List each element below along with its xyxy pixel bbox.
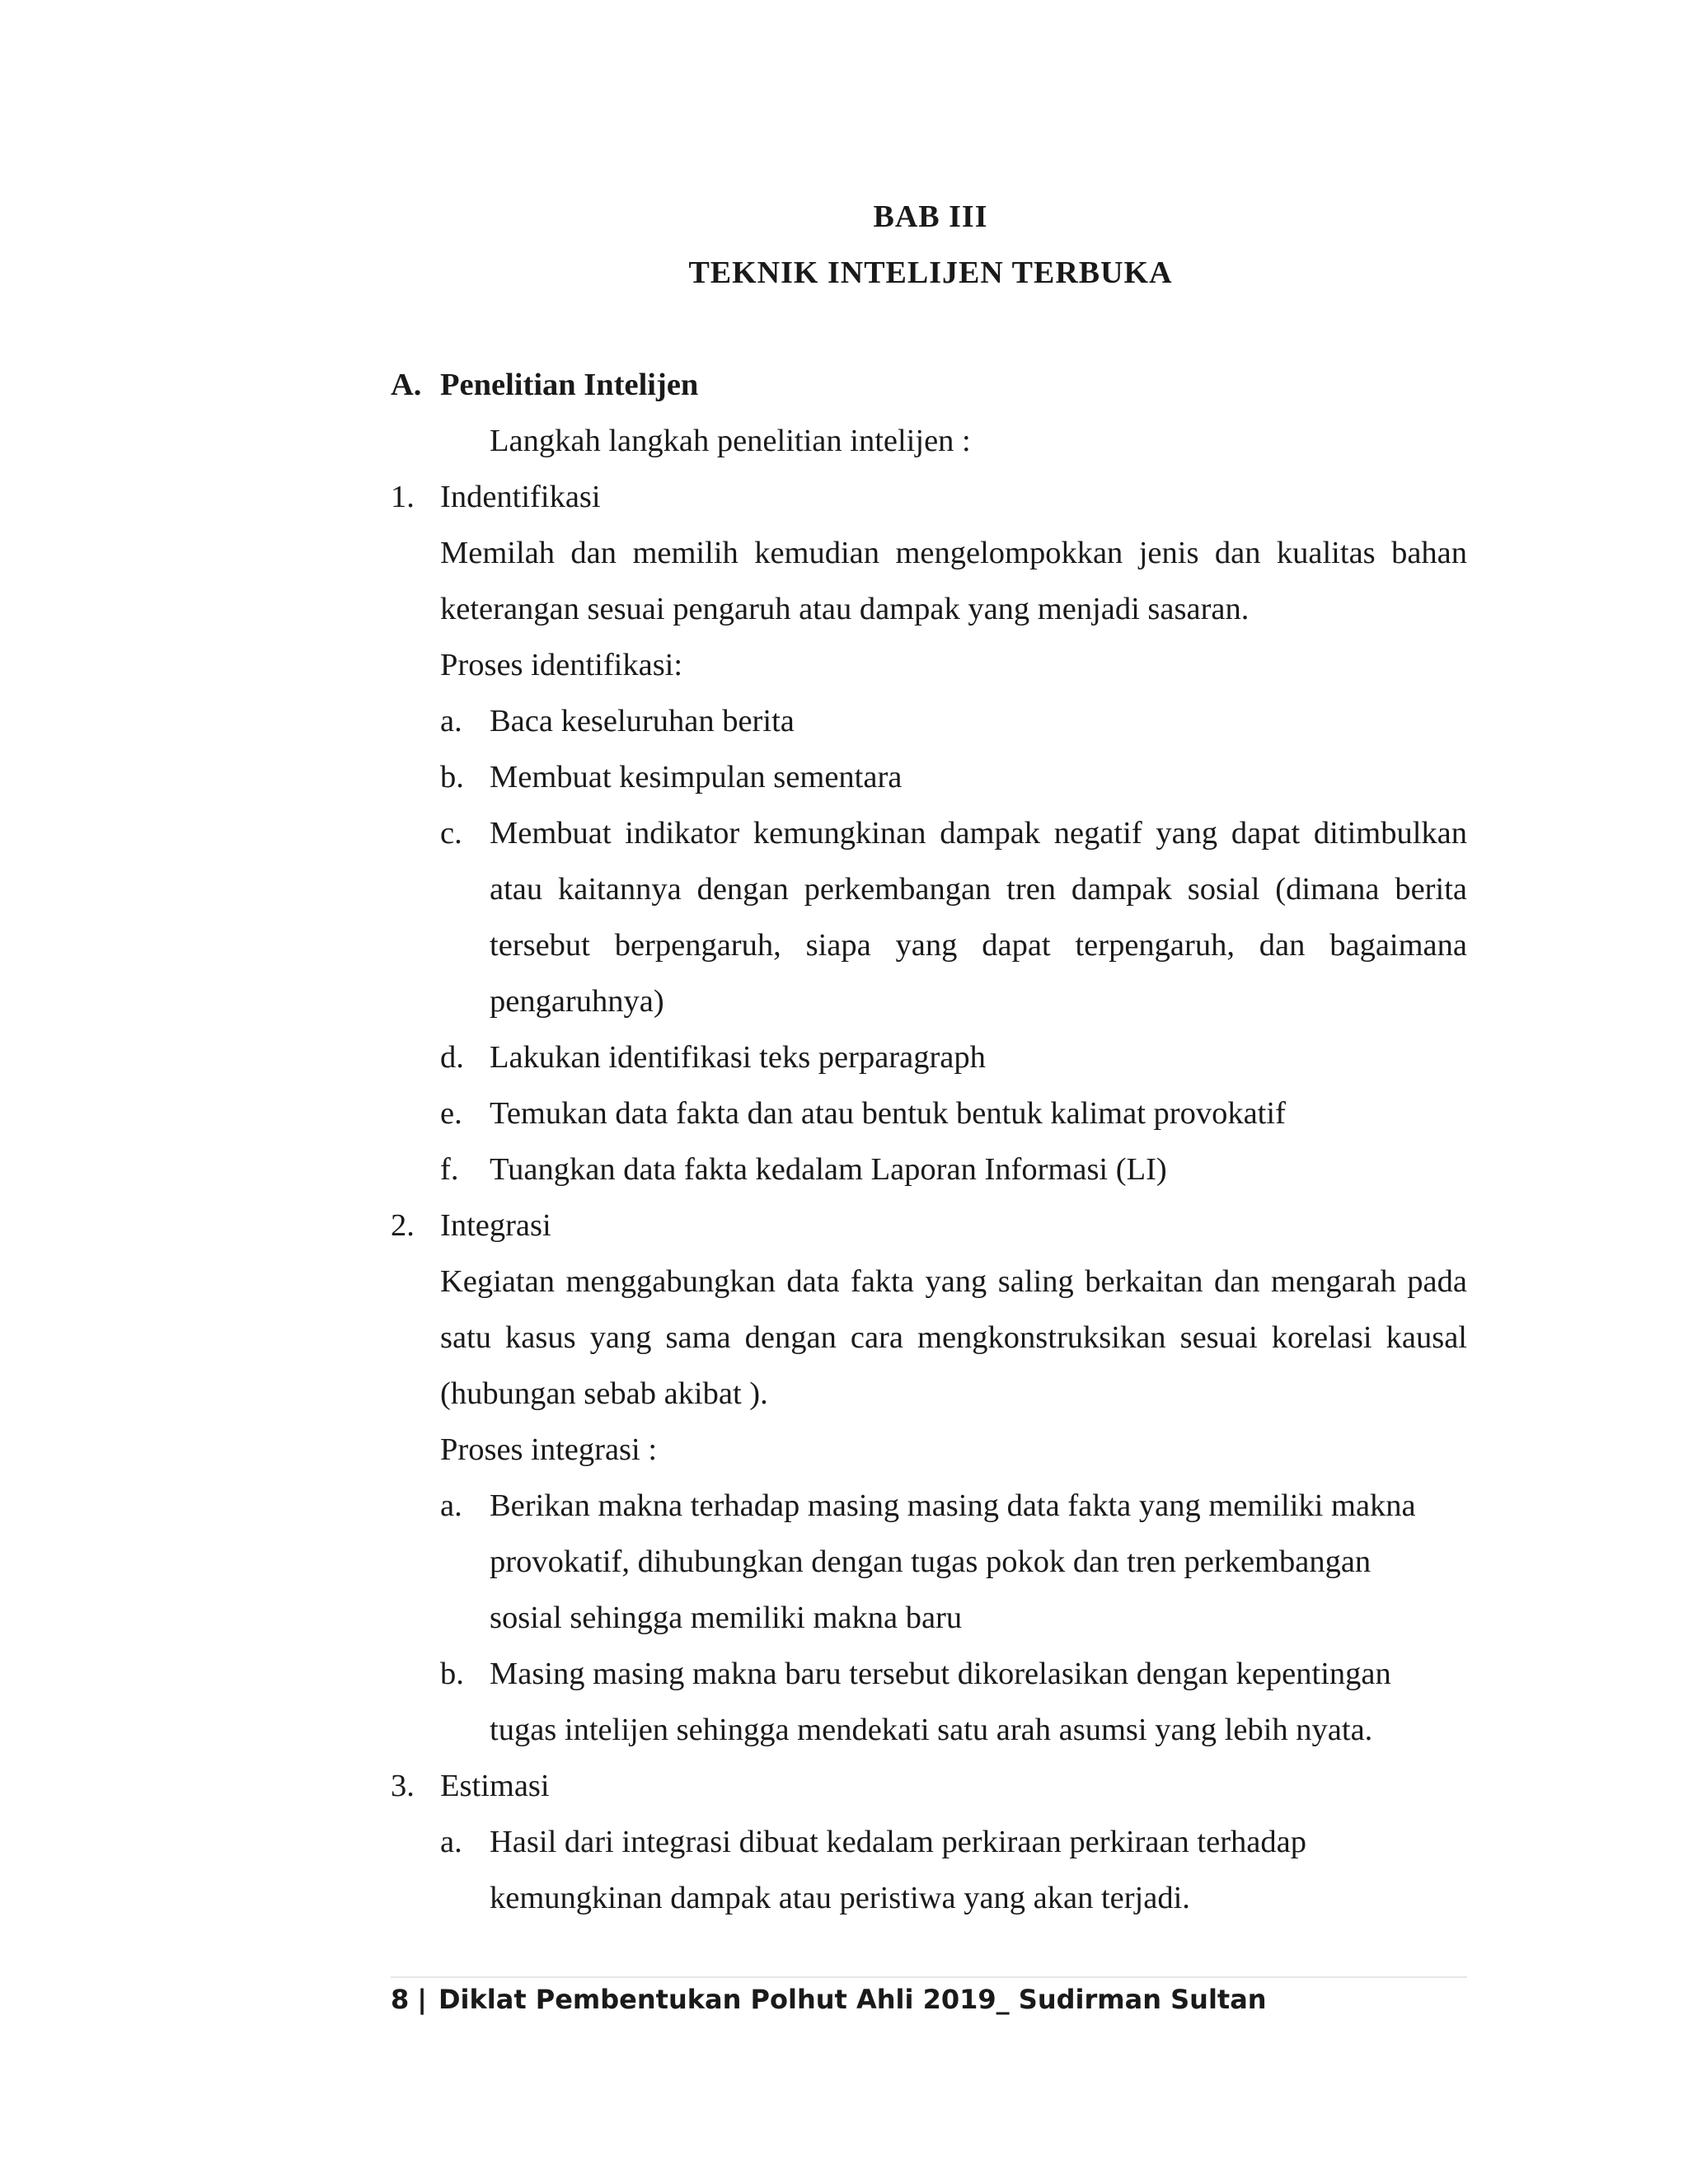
- step-number: 3.: [391, 1769, 415, 1803]
- step-number: 1.: [391, 480, 415, 514]
- section-label: A.: [391, 368, 422, 402]
- list-item-text: tugas intelijen sehingga mendekati satu arah asumsi yang lebih nyata.: [490, 1713, 1373, 1747]
- list-item-label: a.: [440, 704, 462, 738]
- list-item-text: Membuat kesimpulan sementara: [490, 760, 903, 794]
- footer-divider: [391, 1976, 1467, 1978]
- footer-separator: |: [417, 1984, 427, 2015]
- list-item-text: tersebut berpengaruh, siapa yang dapat terpengaruh, dan bagaimana: [490, 928, 1467, 963]
- page-footer: [391, 1981, 1267, 2018]
- process-label: Proses identifikasi:: [440, 648, 683, 682]
- list-item-text: provokatif, dihubungkan dengan tugas pokok dan tren perkembangan: [490, 1544, 1372, 1579]
- list-item-label: a.: [440, 1488, 462, 1523]
- list-item-text: Lakukan identifikasi teks perparagraph: [490, 1040, 986, 1075]
- chapter-title: TEKNIK INTELIJEN TERBUKA: [688, 255, 1173, 290]
- step-description-line: satu kasus yang sama dengan cara mengkonstruksikan sesuai korelasi kausal: [440, 1320, 1467, 1355]
- list-item-text: Membuat indikator kemungkinan dampak negatif yang dapat ditimbulkan: [490, 816, 1467, 851]
- footer-text: Diklat Pembentukan Polhut Ahli 2019_ Sudirman Sultan: [438, 1984, 1267, 2015]
- list-item-text: Hasil dari integrasi dibuat kedalam perkiraan perkiraan terhadap: [490, 1825, 1306, 1859]
- step-title: Integrasi: [440, 1208, 551, 1243]
- list-item-label: e.: [440, 1096, 462, 1131]
- process-label: Proses integrasi :: [440, 1432, 658, 1467]
- step-number: 2.: [391, 1208, 415, 1243]
- list-item-text: kemungkinan dampak atau peristiwa yang akan terjadi.: [490, 1881, 1190, 1915]
- list-item-label: c.: [440, 816, 462, 851]
- list-item-label: b.: [440, 1657, 464, 1691]
- chapter-number: BAB III: [873, 199, 988, 234]
- section-title: Penelitian Intelijen: [440, 368, 699, 402]
- step-description-line: (hubungan sebab akibat ).: [440, 1376, 768, 1411]
- list-item-label: b.: [440, 760, 464, 794]
- list-item-text: Masing masing makna baru tersebut dikorelasikan dengan kepentingan: [490, 1657, 1391, 1691]
- list-item-text: pengaruhnya): [490, 984, 664, 1019]
- section-intro: Langkah langkah penelitian intelijen :: [490, 424, 971, 458]
- list-item-text: Temukan data fakta dan atau bentuk bentuk kalimat provokatif: [490, 1096, 1286, 1131]
- list-item-text: Tuangkan data fakta kedalam Laporan Informasi (LI): [490, 1152, 1167, 1187]
- list-item-label: f.: [440, 1152, 459, 1187]
- section-heading: [391, 366, 698, 404]
- list-item-text: sosial sehingga memiliki makna baru: [490, 1601, 963, 1635]
- step-title: Indentifikasi: [440, 480, 601, 514]
- list-item-text: atau kaitannya dengan perkembangan tren dampak sosial (dimana berita: [490, 872, 1467, 907]
- list-item-text: Berikan makna terhadap masing masing data fakta yang memiliki makna: [490, 1488, 1416, 1523]
- step-description-line: keterangan sesuai pengaruh atau dampak yang menjadi sasaran.: [440, 592, 1250, 626]
- page-number: 8: [391, 1984, 410, 2015]
- step-title: Estimasi: [440, 1769, 550, 1803]
- list-item-label: a.: [440, 1825, 462, 1859]
- list-item-text: Baca keseluruhan berita: [490, 704, 795, 738]
- list-item-label: d.: [440, 1040, 464, 1075]
- step-description-line: Kegiatan menggabungkan data fakta yang saling berkaitan dan mengarah pada: [440, 1264, 1467, 1299]
- step-description-line: Memilah dan memilih kemudian mengelompokkan jenis dan kualitas bahan: [440, 536, 1467, 570]
